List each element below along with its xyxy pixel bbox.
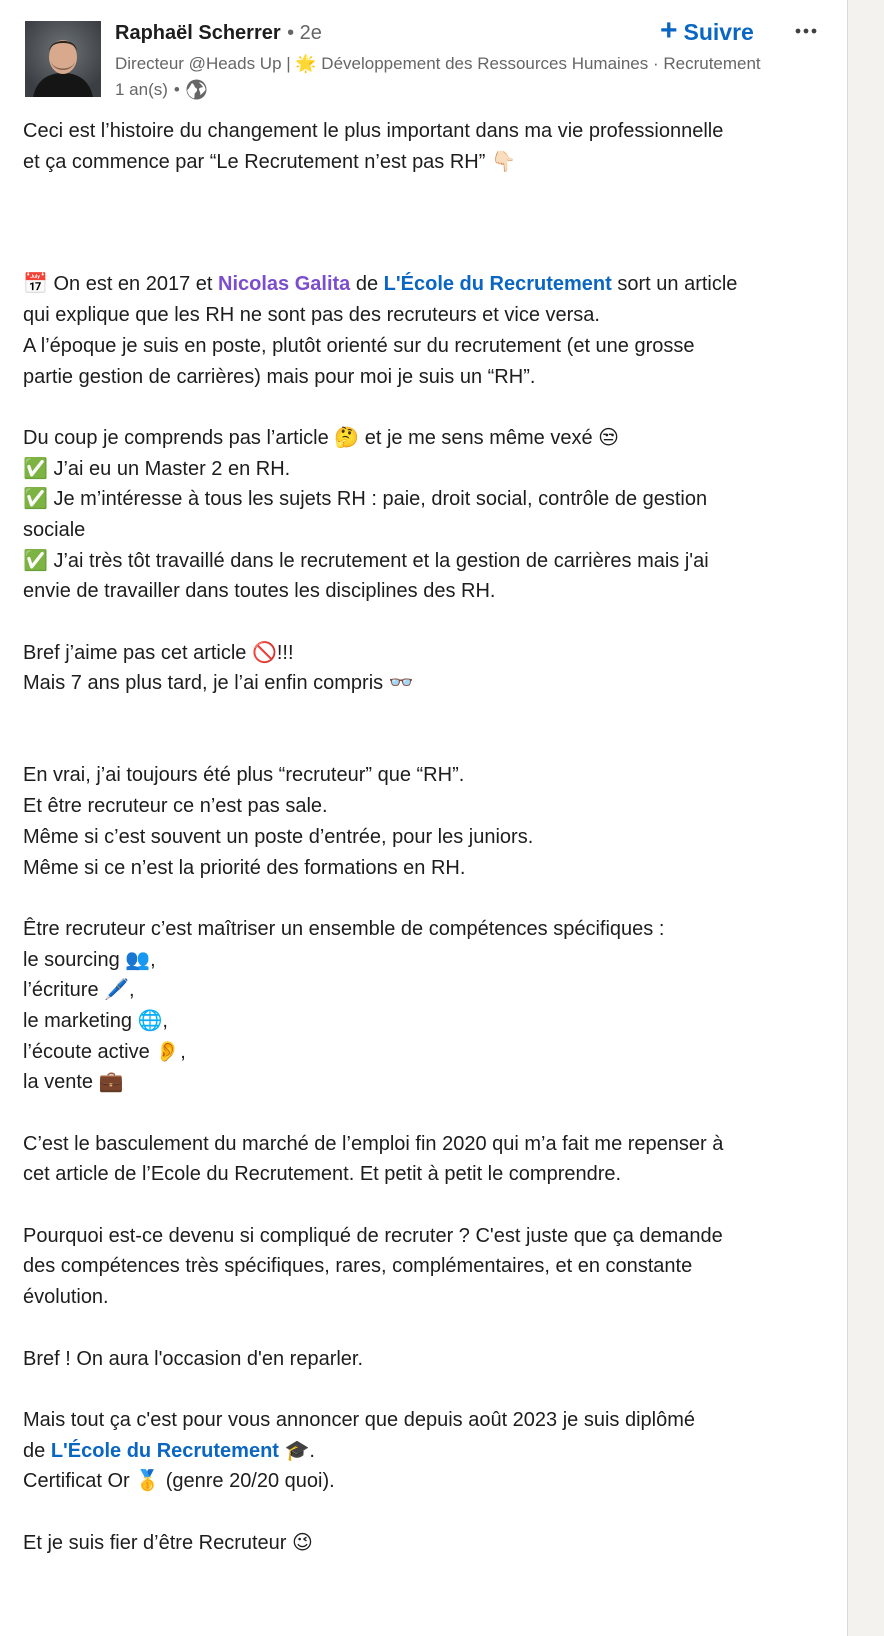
post-line: Pourquoi est-ce devenu si compliqué de recruter ? C'est juste que ça demande (23, 1224, 723, 1247)
mention-ecole-du-recrutement[interactable]: L'École du Recrutement (383, 273, 612, 296)
globe-icon (186, 79, 207, 100)
text-span: de (23, 1439, 51, 1462)
mention-ecole-du-recrutement-2[interactable]: L'École du Recrutement (50, 1439, 279, 1462)
post-line: partie gestion de carrières) mais pour moi je suis un “RH”. (23, 365, 536, 388)
post-line: Bref ! On aura l'occasion d'en reparler. (23, 1347, 364, 1370)
post-line (23, 269, 823, 300)
post-line: envie de travailler dans toutes les disciplines des RH. (23, 580, 496, 603)
author-name-row (115, 22, 322, 45)
post-line: l’écoute active 👂, (23, 1040, 186, 1063)
post-line: Ceci est l’histoire du changement le plus important dans ma vie professionnelle (23, 120, 724, 142)
text-span: de (350, 273, 384, 296)
post-line: Certificat Or 🥇 (genre 20/20 quoi). (23, 1470, 335, 1493)
meta-separator: • (173, 79, 180, 99)
post-line: le marketing 🌐, (23, 1009, 168, 1032)
text-span: On est en 2017 et (47, 273, 219, 296)
post-header (0, 0, 848, 110)
follow-label: Suivre (683, 18, 754, 45)
post-line: ✅ J’ai eu un Master 2 en RH. (23, 457, 291, 480)
post-line: Du coup je comprends pas l’article 🤔 et je me sens même vexé 😒 (23, 426, 619, 449)
post-line: Même si c’est souvent un poste d’entrée, pour les juniors. (23, 825, 534, 848)
text-span: sort un article (611, 273, 738, 296)
post-line (23, 1436, 823, 1467)
post-line: l’écriture 🖊️, (23, 979, 135, 1002)
post-time: 1 an(s) (115, 79, 168, 99)
post-body (23, 116, 823, 1558)
more-options-button[interactable] (793, 18, 819, 44)
post-line: Bref j’aime pas cet article 🚫!!! (23, 641, 294, 664)
post-line: la vente 💼 (23, 1071, 124, 1094)
post-line: et ça commence par “Le Recrutement n’est pas RH” 👇🏻 (23, 150, 516, 173)
post-line: Et je suis fier d’être Recruteur 😉 (23, 1531, 313, 1554)
author-name[interactable]: Raphaël Scherrer (115, 22, 281, 44)
post-line: Et être recruteur ce n’est pas sale. (23, 795, 328, 818)
follow-button[interactable] (660, 13, 754, 48)
ellipsis-icon (795, 28, 817, 34)
post-line: Être recruteur c’est maîtriser un ensemble de compétences spécifiques : (23, 917, 665, 940)
post-line: cet article de l’Ecole du Recrutement. Et petit à petit le comprendre. (23, 1163, 622, 1186)
post-line: qui explique que les RH ne sont pas des recruteurs et vice versa. (23, 304, 600, 327)
post-line: C’est le basculement du marché de l’emploi fin 2020 qui m’a fait me repenser à (23, 1132, 724, 1155)
post-line: le sourcing 👥, (23, 948, 156, 971)
post-line: sociale (23, 518, 86, 541)
post-line: Mais tout ça c'est pour vous annoncer que depuis août 2023 je suis diplômé (23, 1408, 696, 1431)
connection-degree: • 2e (287, 22, 322, 44)
calendar-icon: 📅 (23, 273, 48, 296)
post-line: des compétences très spécifiques, rares, complémentaires, et en constante (23, 1255, 693, 1278)
post-line: ✅ Je m’intéresse à tous les sujets RH : paie, droit social, contrôle de gestion (23, 488, 708, 511)
author-headline: Directeur @Heads Up | 🌟 Développement des Ressources Humaines · Recrutement (115, 54, 761, 73)
avatar[interactable] (25, 21, 101, 97)
plus-icon: + (660, 13, 678, 47)
text-span: 🎓. (278, 1439, 315, 1462)
post-line: ✅ J’ai très tôt travaillé dans le recrutement et la gestion de carrières mais j'ai (23, 549, 709, 572)
post-line: Mais 7 ans plus tard, je l’ai enfin compris 👓 (23, 672, 414, 695)
post-line: évolution. (23, 1286, 109, 1309)
post-meta (115, 79, 207, 100)
post-line: En vrai, j’ai toujours été plus “recruteur” que “RH”. (23, 764, 465, 787)
mention-nicolas-galita[interactable]: Nicolas Galita (218, 273, 351, 296)
post-line: Même si ce n’est la priorité des formations en RH. (23, 856, 466, 879)
post-line: A l’époque je suis en poste, plutôt orienté sur du recrutement (et une grosse (23, 334, 695, 357)
